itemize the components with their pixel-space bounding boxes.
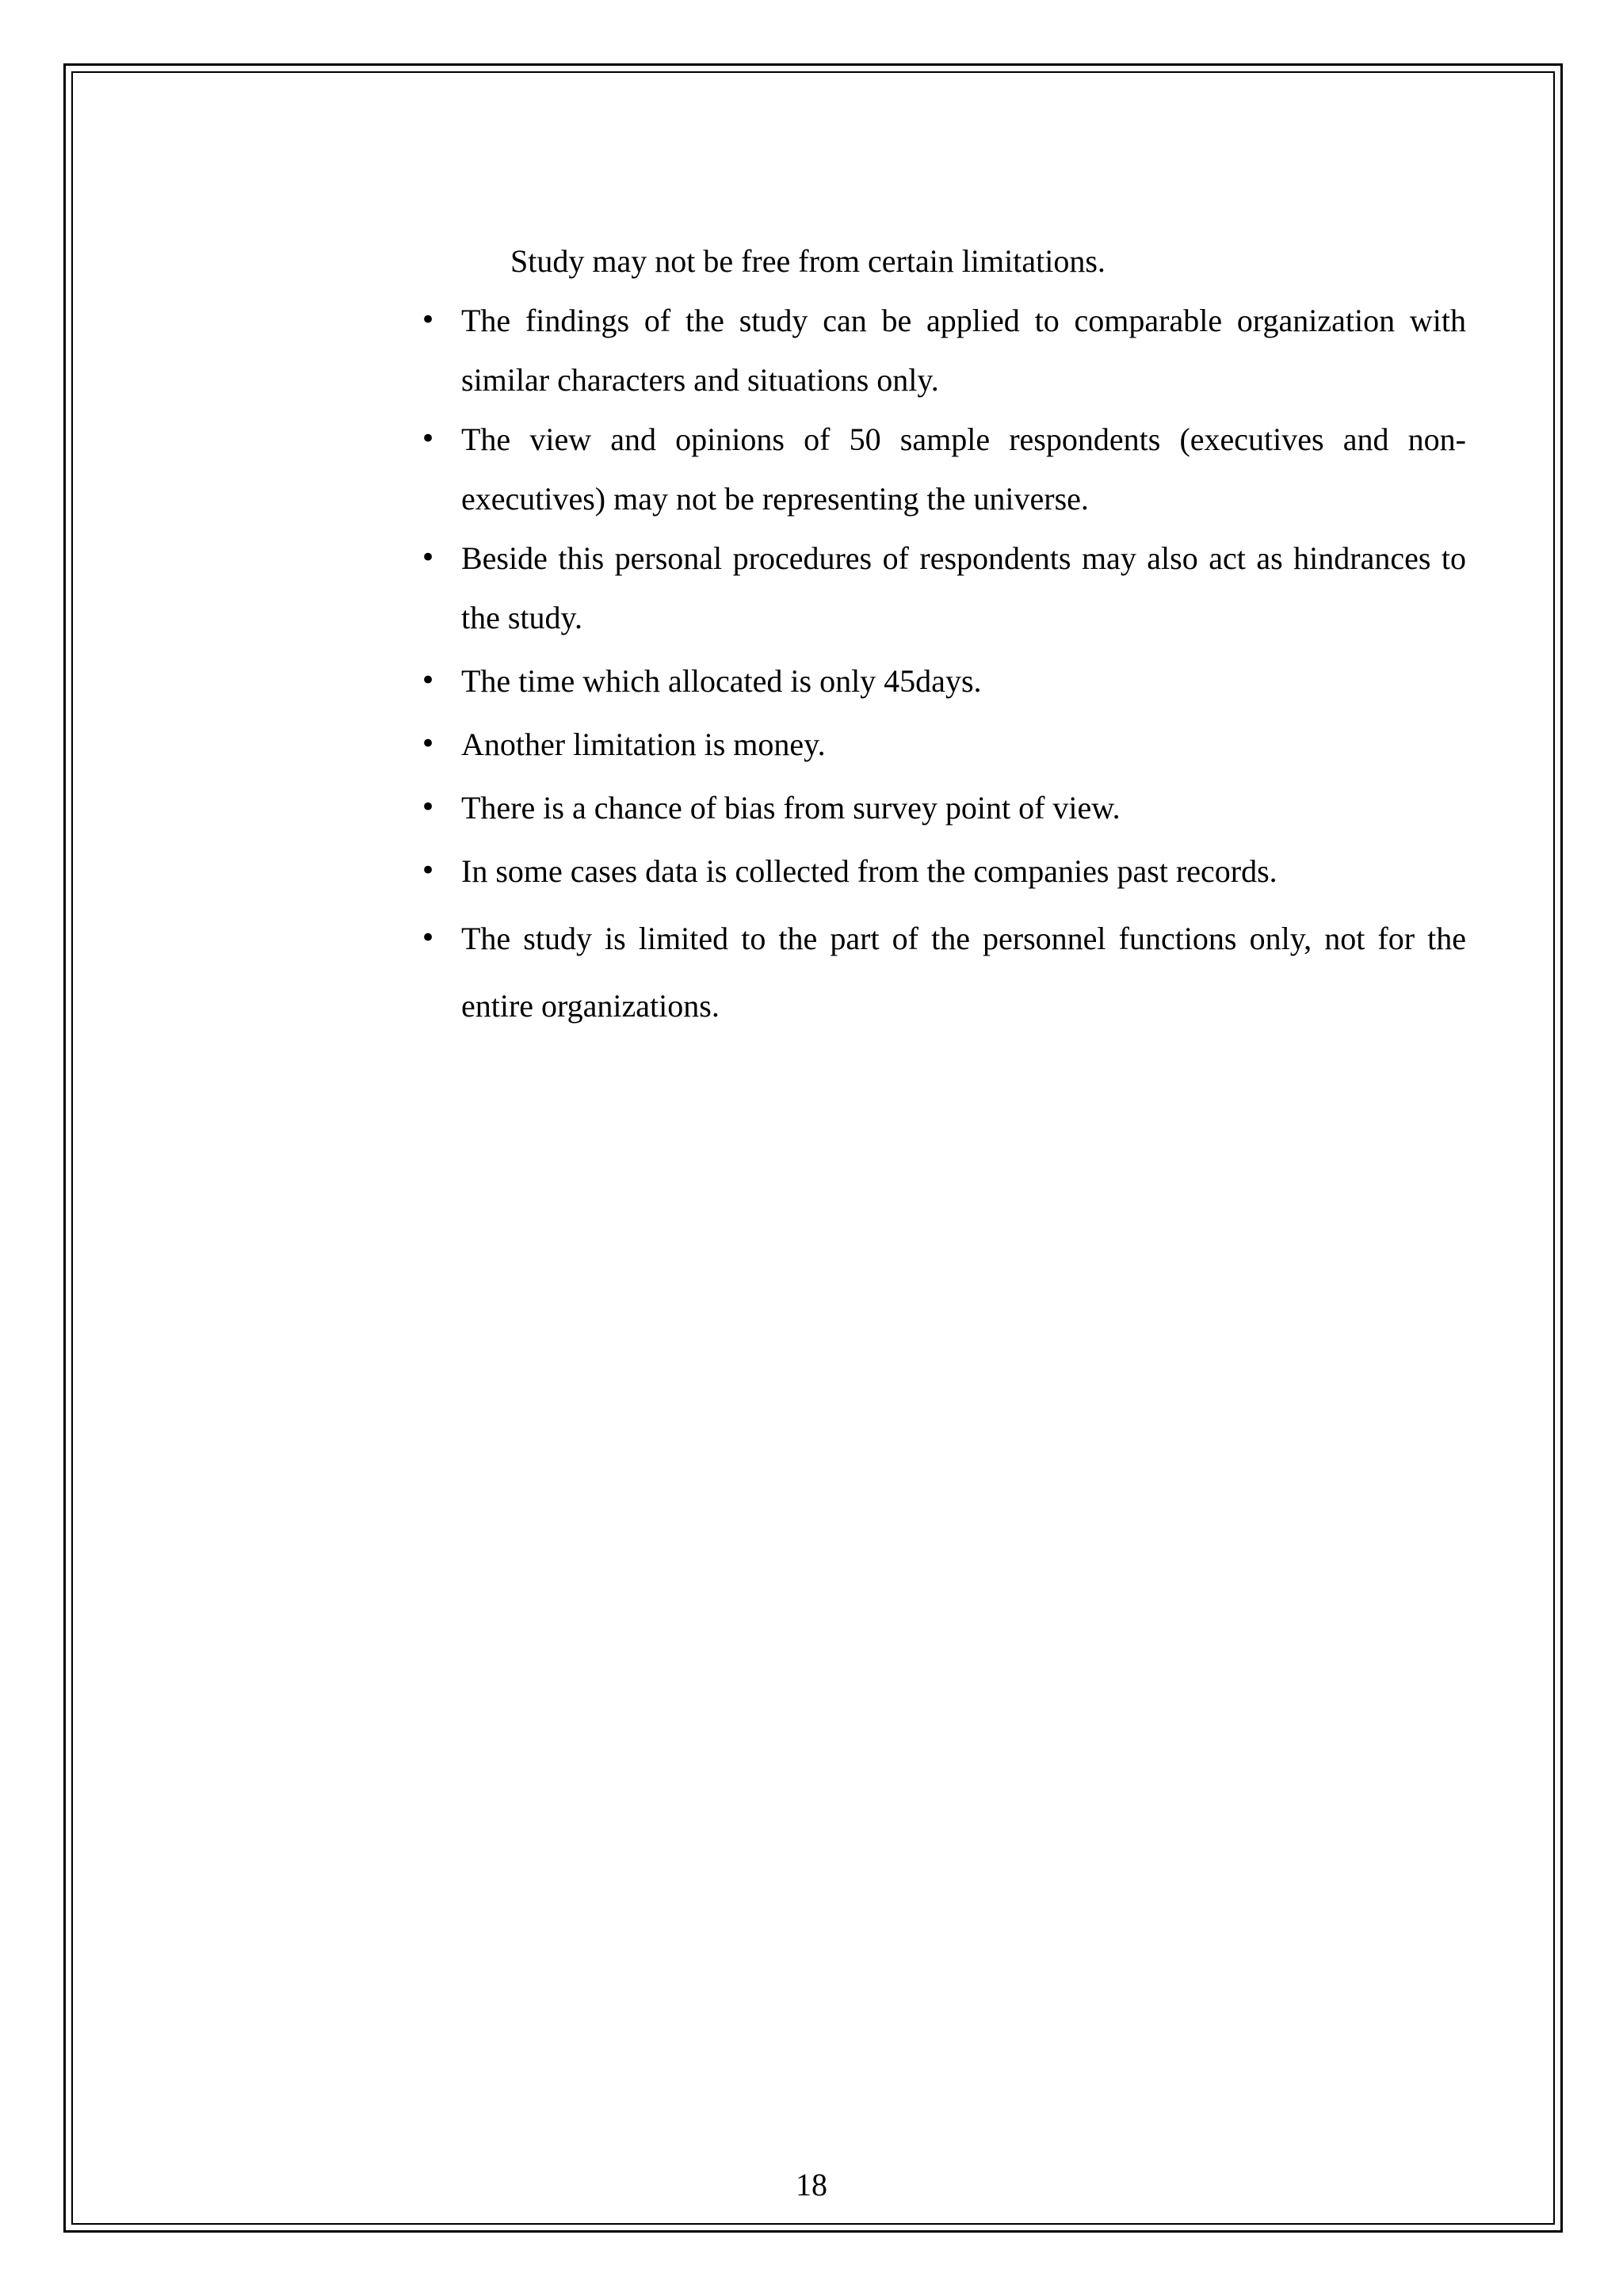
list-item: [412, 841, 1466, 901]
list-item: [412, 651, 1466, 711]
list-item-text: The view and opinions of 50 sample respondents (executives and non-executives) may not be representing the universe.: [461, 421, 1466, 517]
limitations-list: [412, 291, 1466, 1039]
list-item-text: The findings of the study can be applied to comparable organization with similar characters and situations only.: [461, 303, 1466, 398]
bullet-icon: •: [419, 423, 437, 455]
list-item-text: Another limitation is money.: [461, 727, 826, 762]
list-item: [412, 291, 1466, 410]
bullet-icon: •: [419, 665, 437, 696]
list-item: [412, 905, 1466, 1039]
intro-line: Study may not be free from certain limitations.: [510, 243, 1106, 279]
bullet-icon: •: [419, 791, 437, 823]
list-item-text: In some cases data is collected from the companies past records.: [461, 853, 1277, 889]
bullet-icon: •: [419, 855, 437, 887]
bullet-icon: •: [419, 542, 437, 574]
bullet-icon: •: [419, 922, 437, 954]
page-content: [412, 231, 1466, 1039]
list-item-text: Beside this personal procedures of respondents may also act as hindrances to the study.: [461, 540, 1466, 635]
list-item-text: The time which allocated is only 45days.: [461, 663, 982, 699]
list-item: [412, 715, 1466, 774]
page-number: 18: [796, 2167, 827, 2203]
bullet-icon: •: [419, 304, 437, 336]
list-item-text: The study is limited to the part of the personnel functions only, not for the entire organizations.: [461, 921, 1466, 1024]
list-item: [412, 778, 1466, 837]
list-item-text: There is a chance of bias from survey point of view.: [461, 790, 1121, 826]
list-item: [412, 410, 1466, 528]
list-item: [412, 528, 1466, 647]
bullet-icon: •: [419, 728, 437, 760]
